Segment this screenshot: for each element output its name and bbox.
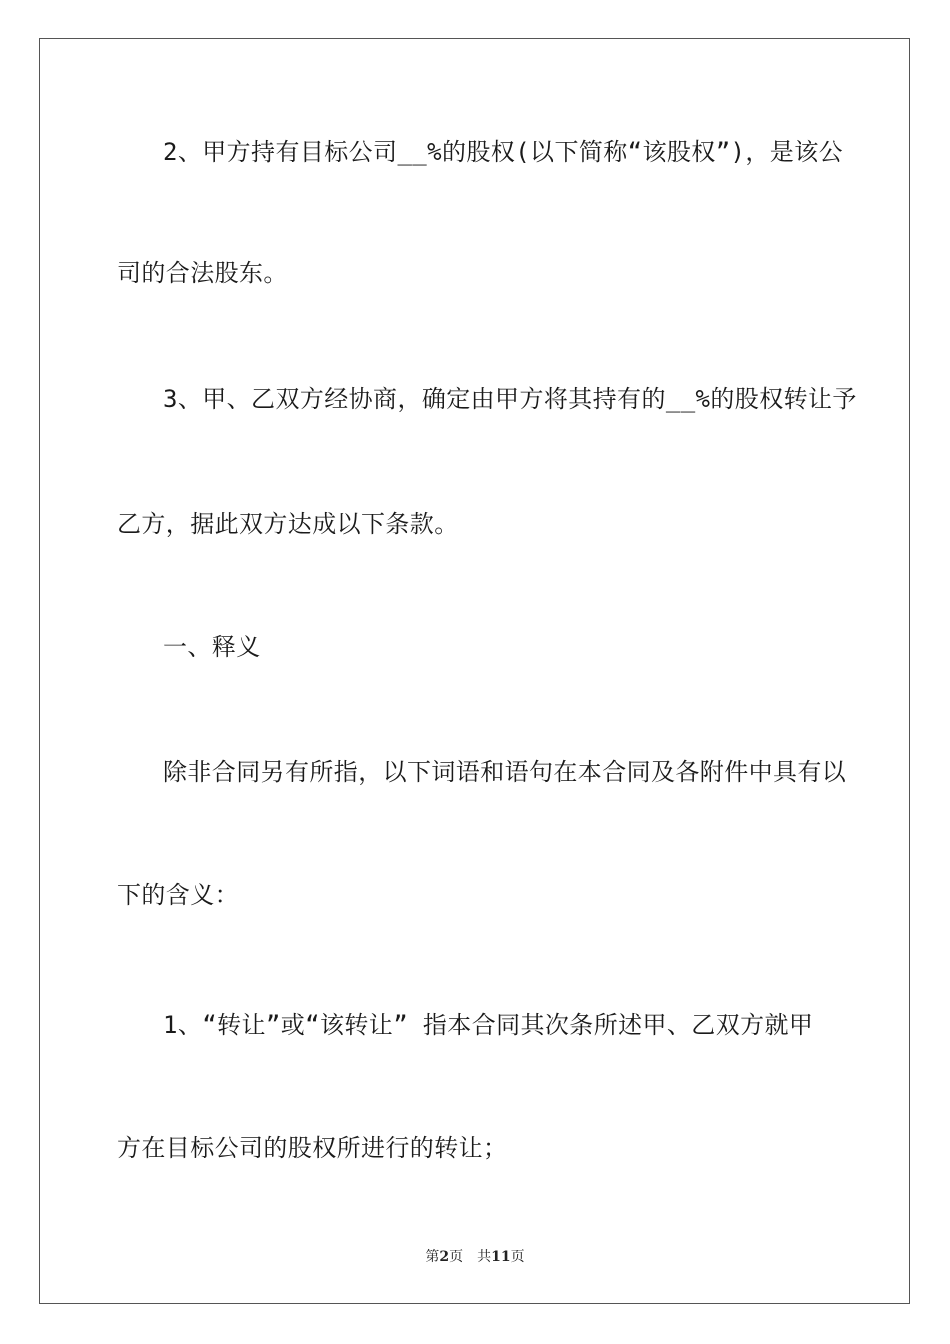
section-heading: 一、释义 — [163, 633, 261, 661]
footer-page-number: 2 — [439, 1249, 450, 1265]
footer-total-pages: 11 — [491, 1249, 511, 1265]
paragraph-line-2: 司的合法股东。 — [117, 259, 288, 287]
footer-total-prefix: 共 — [477, 1249, 492, 1265]
paragraph-line-9: 方在目标公司的股权所进行的转让； — [117, 1134, 508, 1162]
page-footer — [0, 1248, 950, 1266]
paragraph-line-8: 1、“转让”或“该转让” 指本合同其次条所述甲、乙双方就甲 — [163, 1011, 814, 1039]
footer-total-suffix: 页 — [510, 1249, 525, 1265]
paragraph-line-3: 3、甲、乙双方经协商，确定由甲方将其持有的__%的股权转让予 — [163, 385, 857, 413]
paragraph-line-4: 乙方，据此双方达成以下条款。 — [117, 510, 459, 538]
footer-page-suffix: 页 — [449, 1249, 464, 1265]
paragraph-line-7: 下的含义： — [117, 881, 239, 909]
paragraph-line-1: 2、甲方持有目标公司__%的股权(以下简称“该股权”)，是该公 — [163, 138, 843, 166]
page-border — [39, 38, 910, 1304]
footer-page-prefix: 第 — [425, 1249, 440, 1265]
paragraph-line-6: 除非合同另有所指，以下词语和语句在本合同及各附件中具有以 — [163, 758, 847, 786]
